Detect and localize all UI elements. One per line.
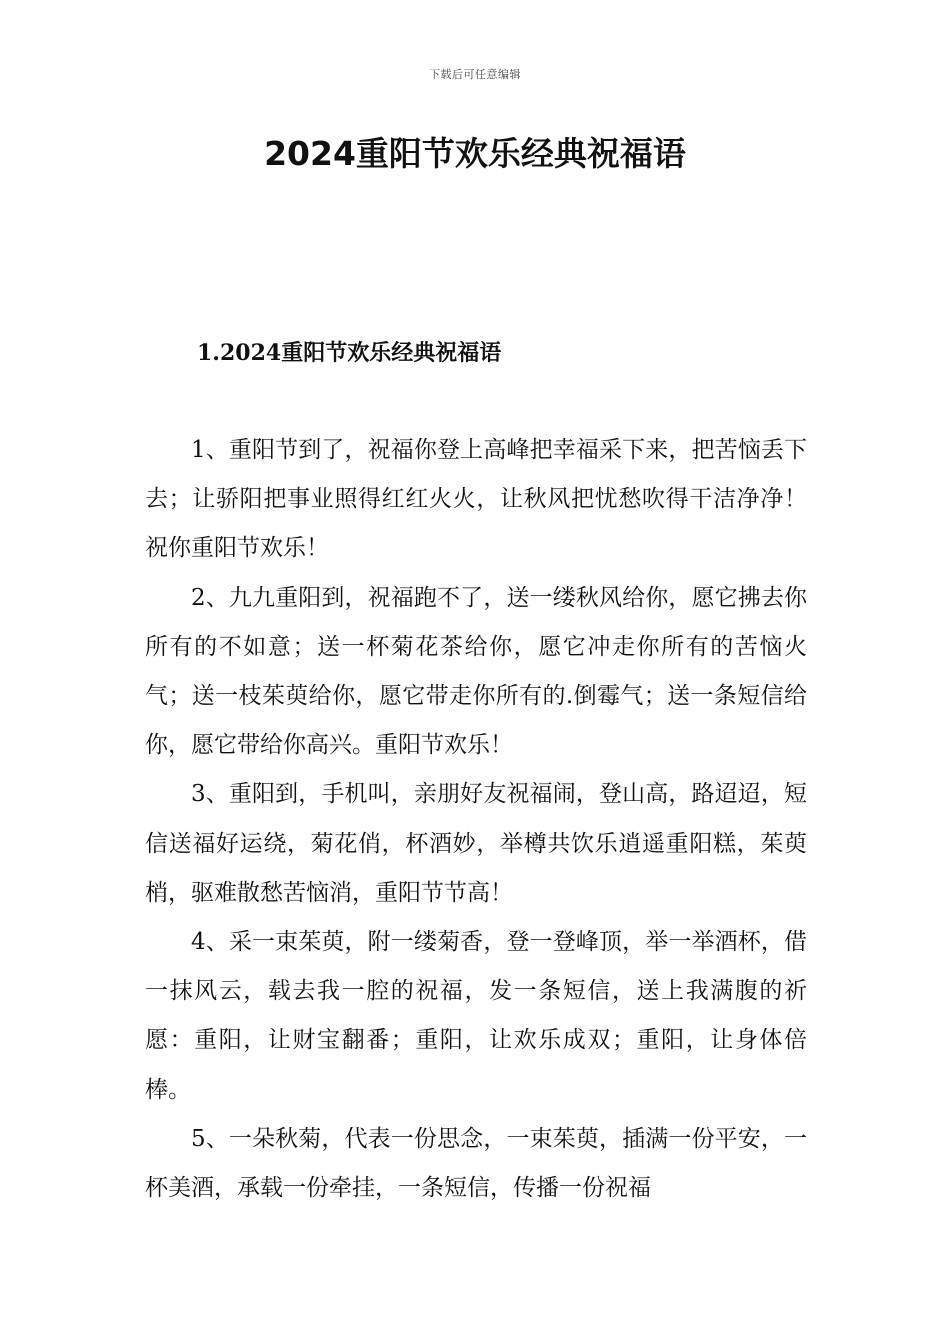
document-title: 2024重阳节欢乐经典祝福语 — [264, 134, 686, 173]
paragraph-2: 2、九九重阳到，祝福跑不了，送一缕秋风给你，愿它拂去你所有的不如意；送一杯菊花茶给你，愿它冲走你所有的苦恼火气；送一枝茱萸给你，愿它带走你所有的.倒霉气；送一条短信给你，愿它带给你高兴。重阳节欢乐！ — [145, 584, 807, 759]
paragraph-3: 3、重阳到，手机叫，亲朋好友祝福闹，登山高，路迢迢，短信送福好运绕，菊花俏，杯酒妙，举樽共饮乐逍遥重阳糕，茱萸梢，驱难散愁苦恼消，重阳节节高！ — [145, 781, 807, 906]
section-heading: 1.2024重阳节欢乐经典祝福语 — [197, 340, 502, 366]
paragraph-5: 5、一朵秋菊，代表一份思念，一束茱萸，插满一份平安，一杯美酒，承载一份牵挂，一条短信，传播一份祝福 — [145, 1125, 807, 1202]
paragraph-4: 4、采一束茱萸，附一缕菊香，登一登峰顶，举一举酒杯，借一抹风云，载去我一腔的祝福，发一条短信，送上我满腹的祈愿：重阳，让财宝翻番；重阳，让欢乐成双；重阳，让身体倍棒。 — [145, 929, 807, 1103]
paragraph-1: 1、重阳节到了，祝福你登上高峰把幸福采下来，把苦恼丢下去；让骄阳把事业照得红红火火，让秋风把忧愁吹得干洁净净！祝你重阳节欢乐！ — [145, 437, 807, 562]
document-body — [145, 426, 807, 1213]
header-note: 下载后可任意编辑 — [429, 68, 521, 81]
